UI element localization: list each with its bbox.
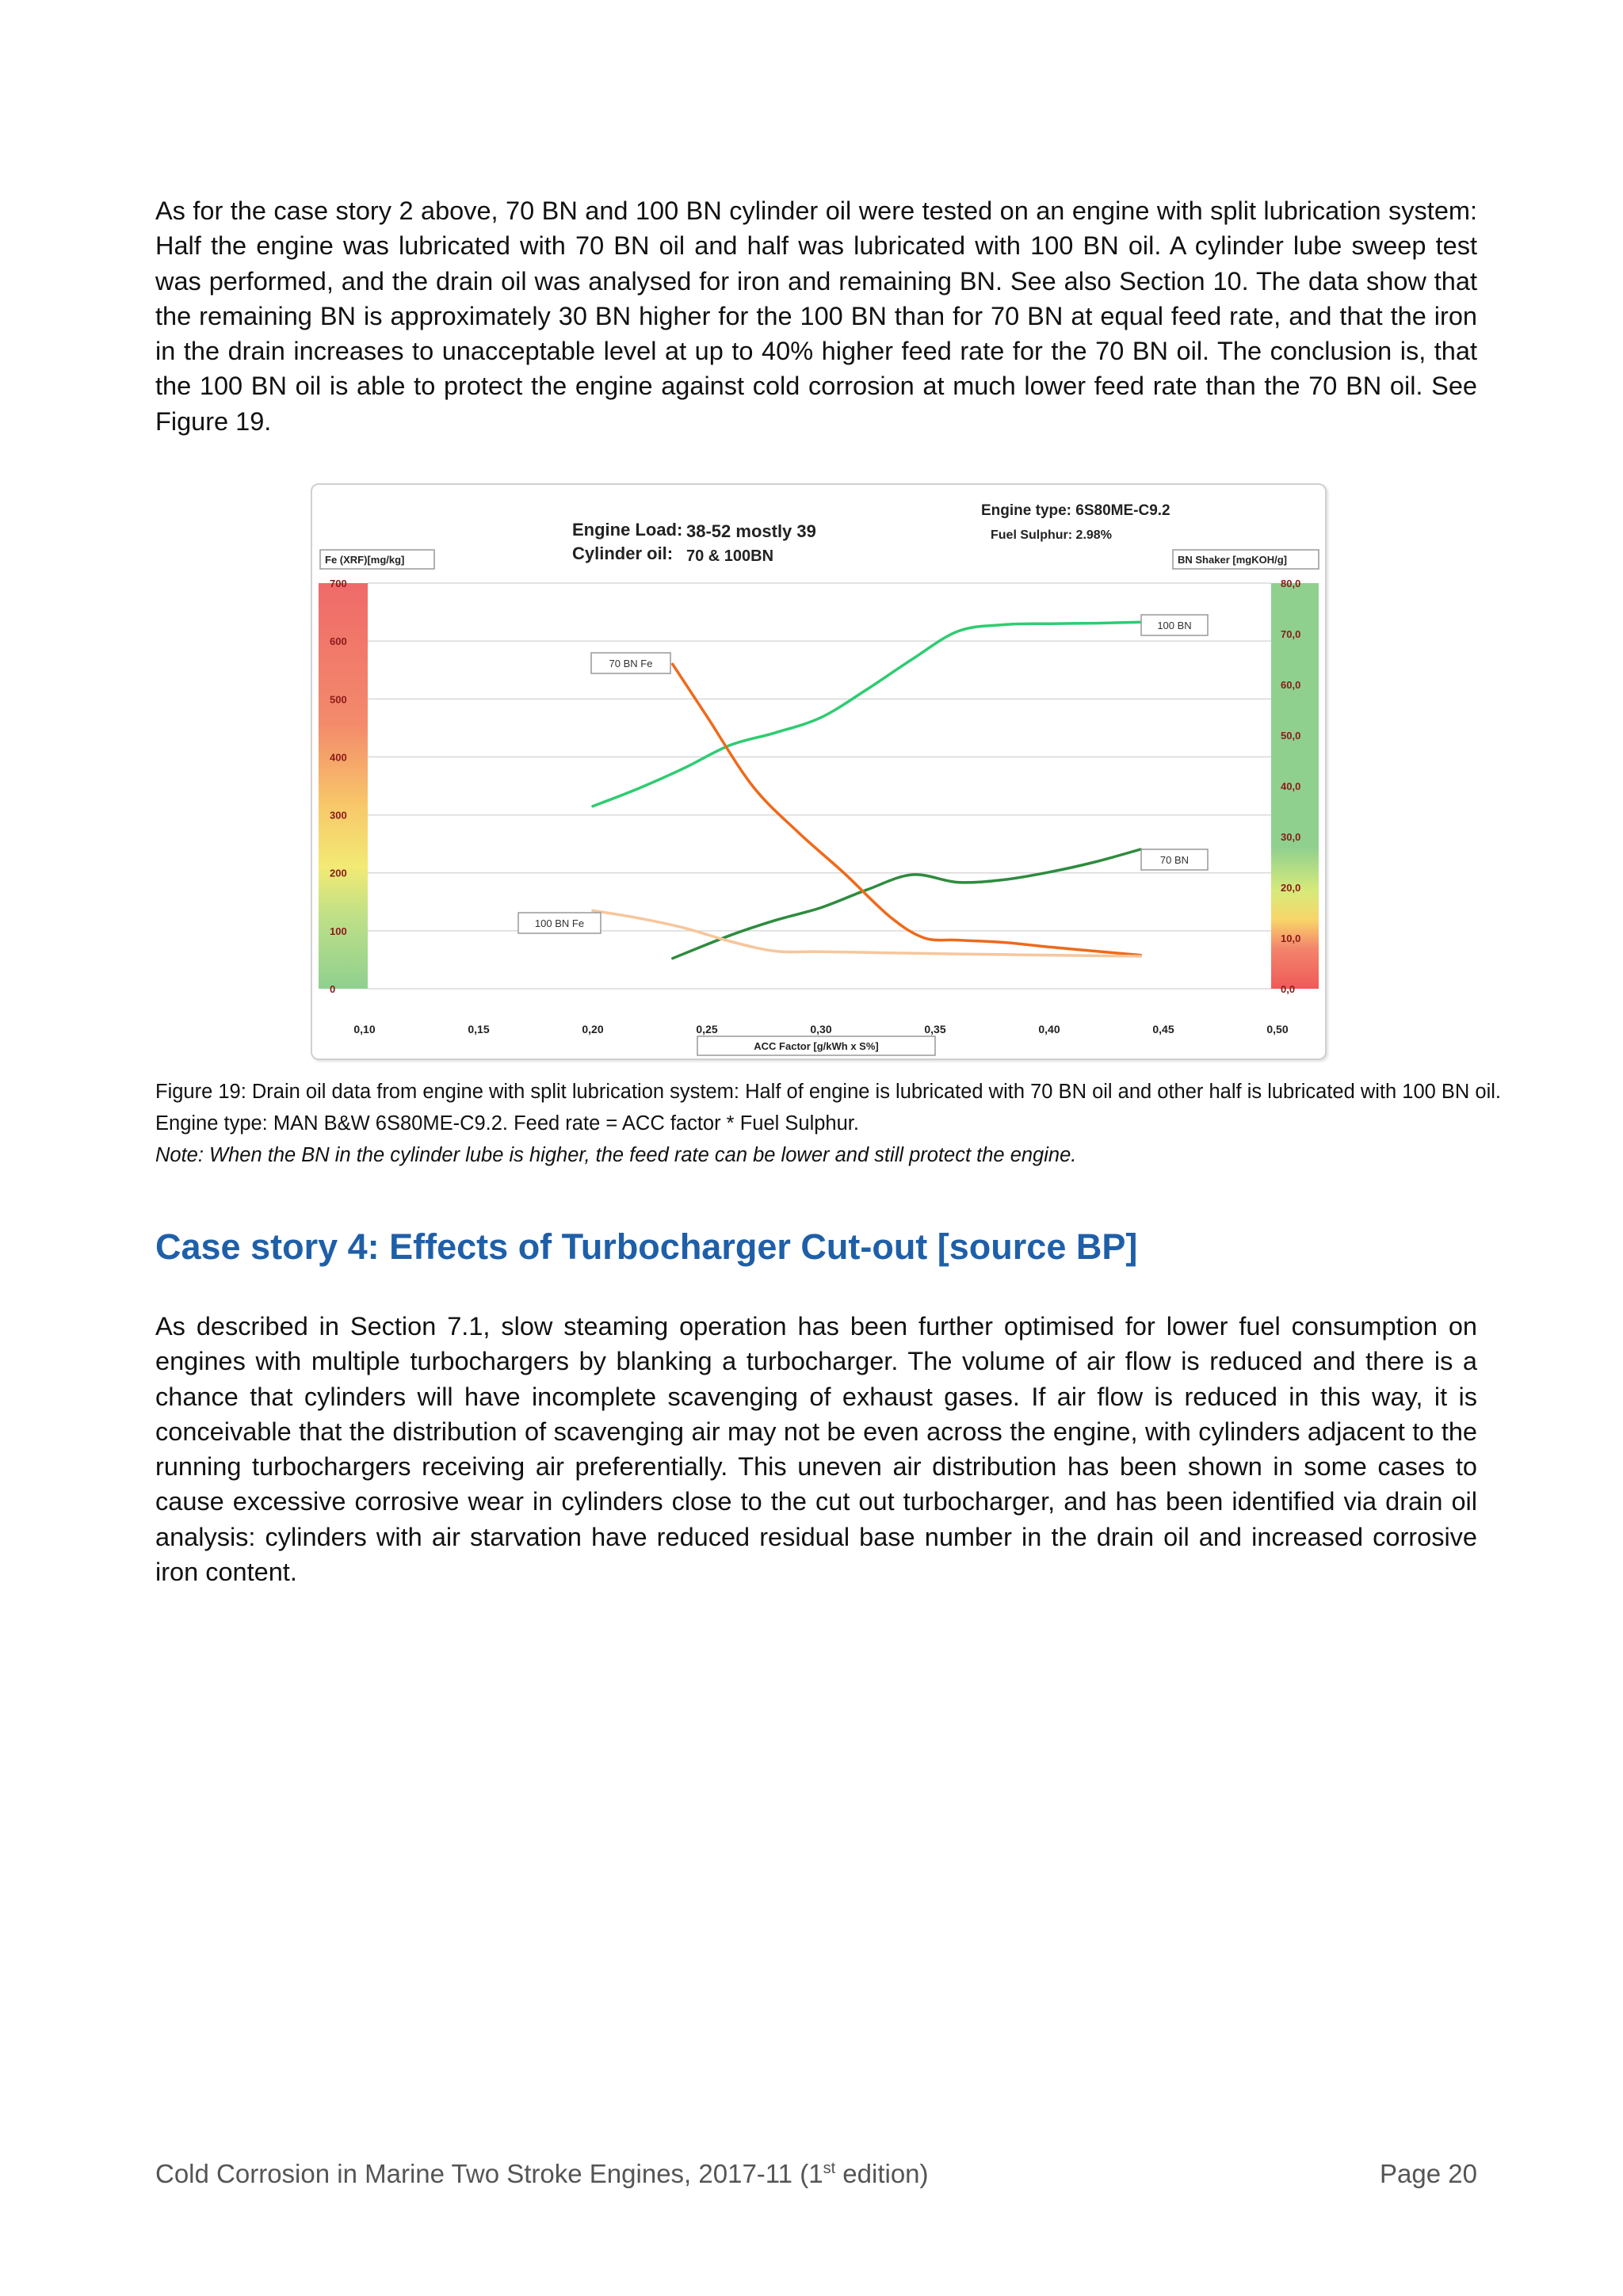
y-left-tick-label: 700 <box>330 578 347 589</box>
fuel-sulphur-label: Fuel Sulphur: 2.98% <box>991 528 1112 542</box>
y-left-axis-label: Fe (XRF)[mg/kg] <box>325 554 405 566</box>
chart-svg <box>312 485 1325 1058</box>
series-line-100-bn <box>593 622 1140 806</box>
engine-load-label: Engine Load: <box>572 520 683 540</box>
y-left-tick-label: 0 <box>330 983 336 995</box>
footer-title: Cold Corrosion in Marine Two Stroke Engines, 2017-11 (1st edition) <box>155 2159 929 2188</box>
y-right-tick-label: 0,0 <box>1281 983 1296 995</box>
intro-paragraph: As for the case story 2 above, 70 BN and 100 BN cylinder oil were tested on an engine with split lubrication system: Half the engine was lubricated with 70 BN oil and half was lubricated with 100 BN oil. A cylinder lube sweep test was performed, and the drain oil was analysed for iron and remaining BN. See also Section 10. The data show that the remaining BN is approximately 30 BN higher for the 100 BN than for 70 BN at equal feed rate, and that the iron in the drain increases to unacceptable level at up to 40% higher feed rate for the 70 BN oil. The conclusion is, that the 100 BN oil is able to protect the engine against cold corrosion at much lower feed rate than the 70 BN oil. See Figure 19. <box>155 196 1477 436</box>
series-line-70-bn-fe <box>673 664 1140 955</box>
x-tick-label: 0,25 <box>696 1023 718 1035</box>
label-70bn: 70 BN <box>1159 854 1190 866</box>
series-lines <box>593 622 1140 958</box>
x-tick-label: 0,45 <box>1152 1023 1174 1035</box>
label-100bn-fe: 100 BN Fe <box>534 917 585 929</box>
y-right-tick-label: 50,0 <box>1281 730 1301 742</box>
series-line-70-bn <box>673 849 1140 959</box>
section-heading: Case story 4: Effects of Turbocharger Cut-out [source BP] <box>155 1226 1138 1267</box>
x-tick-label: 0,35 <box>924 1023 946 1035</box>
x-axis-label: ACC Factor [g/kWh x S%] <box>754 1040 879 1052</box>
x-tick-label: 0,10 <box>353 1023 376 1035</box>
cylinder-oil-label: Cylinder oil: <box>572 543 674 563</box>
y-left-tick-label: 500 <box>330 693 347 706</box>
turbocharger-paragraph: As described in Section 7.1, slow steaming operation has been further optimised for lower fuel consumption on engines with multiple turbochargers by blanking a turbocharger. The volume of air flow is reduced and there is a chance that cylinders will have incomplete scavenging of exhaust gases. If air flow is reduced in this way, it is conceivable that the distribution of scavenging air may not be even across the engine, with cylinders adjacent to the running turbochargers receiving air preferentially. This uneven air distribution has been shown in some cases to cause excessive corrosive wear in cylinders close to the cut out turbocharger, and has been identified via drain oil analysis: cylinders with air starvation have reduced residual base number in the drain oil and increased corrosive iron content. <box>155 1312 1477 1587</box>
y-right-tick-label: 60,0 <box>1281 679 1301 691</box>
label-100bn: 100 BN <box>1157 620 1192 631</box>
gridlines <box>368 583 1271 989</box>
y-left-tick-label: 300 <box>330 809 347 822</box>
figure-caption: Figure 19: Drain oil data from engine with split lubrication system: Half of engine is lubricated with 70 BN oil and other half is lubricated with 100 BN oil. Engine type: MAN B&W 6S80ME-C9.2. Feed rate = ACC factor * Fuel Sulphur. <box>155 1081 1502 1135</box>
x-tick-label: 0,50 <box>1266 1023 1289 1035</box>
x-tick-label: 0,15 <box>468 1023 490 1035</box>
y-right-tick-label: 10,0 <box>1281 933 1301 944</box>
y-left-tick-label: 600 <box>330 635 347 648</box>
y-left-tick-label: 200 <box>330 867 347 879</box>
y-right-tick-label: 20,0 <box>1281 882 1301 894</box>
engine-type-label: Engine type: 6S80ME-C9.2 <box>981 502 1170 519</box>
figure-19-chart <box>311 483 1327 1060</box>
x-tick-label: 0,40 <box>1038 1023 1060 1035</box>
x-tick-label: 0,20 <box>582 1023 604 1035</box>
series-line-100-bn-fe <box>593 910 1140 956</box>
y-right-axis-label: BN Shaker [mgKOH/g] <box>1178 554 1287 566</box>
y-right-tick-label: 70,0 <box>1281 628 1301 640</box>
engine-load-value: 38-52 mostly 39 <box>686 521 816 541</box>
cylinder-oil-value: 70 & 100BN <box>686 547 774 565</box>
y-left-tick-label: 400 <box>330 751 347 764</box>
y-right-tick-label: 40,0 <box>1281 780 1301 792</box>
y-left-tick-label: 100 <box>330 925 347 937</box>
figure-note: Note: When the BN in the cylinder lube is higher, the feed rate can be lower and still protect the engine. <box>155 1144 1077 1166</box>
y-right-tick-label: 80,0 <box>1281 578 1301 589</box>
y-right-tick-label: 30,0 <box>1281 831 1301 843</box>
label-70bn-fe: 70 BN Fe <box>609 658 653 669</box>
x-tick-label: 0,30 <box>810 1023 832 1035</box>
x-tick-labels <box>353 1023 1288 1035</box>
page-number: Page 20 <box>1380 2159 1477 2188</box>
